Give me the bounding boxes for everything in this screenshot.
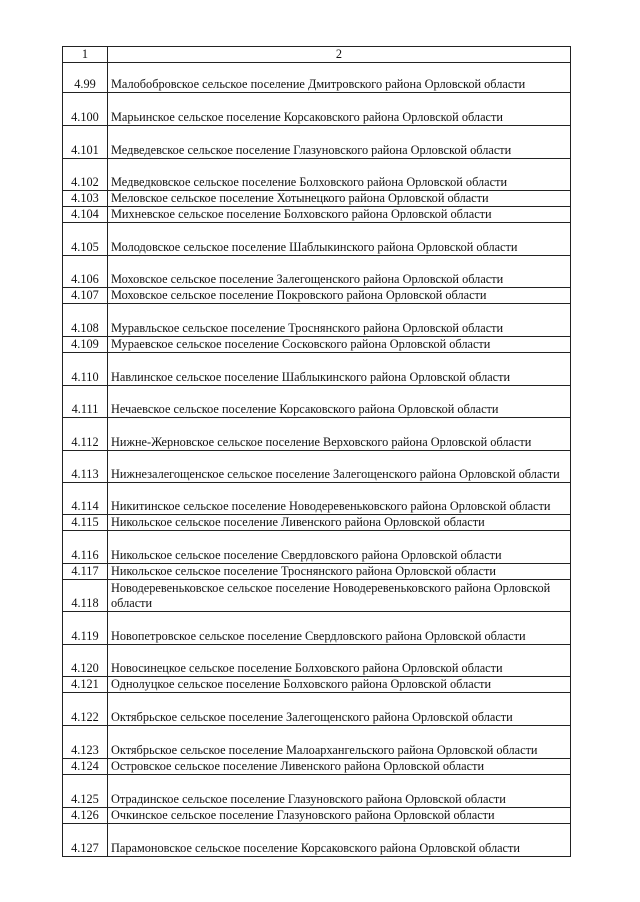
table-header-row — [63, 47, 571, 63]
table-row — [63, 93, 571, 126]
table-row — [63, 337, 571, 353]
header-col-1: 1 — [63, 47, 108, 63]
settlement-name: Никольское сельское поселение Ливенского района Орловской области — [108, 515, 571, 531]
row-number: 4.100 — [63, 93, 108, 126]
settlement-name: Новосинецкое сельское поселение Болховского района Орловской области — [108, 645, 571, 677]
row-number: 4.122 — [63, 693, 108, 726]
settlement-name: Парамоновское сельское поселение Корсаковского района Орловской области — [108, 824, 571, 857]
row-number: 4.105 — [63, 223, 108, 256]
row-number: 4.123 — [63, 726, 108, 759]
row-number: 4.113 — [63, 451, 108, 483]
settlements-table — [62, 46, 571, 857]
settlement-name: Медведковское сельское поселение Болховского района Орловской области — [108, 159, 571, 191]
table-row — [63, 207, 571, 223]
table-row — [63, 515, 571, 531]
table-row — [63, 386, 571, 418]
settlement-name: Отрадинское сельское поселение Глазуновского района Орловской области — [108, 775, 571, 808]
row-number: 4.112 — [63, 418, 108, 451]
settlement-name: Однолуцкое сельское поселение Болховского района Орловской области — [108, 677, 571, 693]
settlement-name: Очкинское сельское поселение Глазуновского района Орловской области — [108, 808, 571, 824]
row-number: 4.121 — [63, 677, 108, 693]
table-row — [63, 304, 571, 337]
settlement-name: Меловское сельское поселение Хотынецкого района Орловской области — [108, 191, 571, 207]
settlement-name: Михневское сельское поселение Болховского района Орловской области — [108, 207, 571, 223]
row-number: 4.116 — [63, 531, 108, 564]
settlement-name: Моховское сельское поселение Залегощенского района Орловской области — [108, 256, 571, 288]
row-number: 4.120 — [63, 645, 108, 677]
table-row — [63, 126, 571, 159]
settlement-name: Навлинское сельское поселение Шаблыкинского района Орловской области — [108, 353, 571, 386]
row-number: 4.106 — [63, 256, 108, 288]
table-row — [63, 824, 571, 857]
settlement-name: Муравльское сельское поселение Троснянского района Орловской области — [108, 304, 571, 337]
table-row — [63, 288, 571, 304]
row-number: 4.126 — [63, 808, 108, 824]
table-row — [63, 223, 571, 256]
settlement-name: Никольское сельское поселение Свердловского района Орловской области — [108, 531, 571, 564]
table-row — [63, 645, 571, 677]
row-number: 4.117 — [63, 564, 108, 580]
settlement-name: Нижнезалегощенское сельское поселение Залегощенского района Орловской области — [108, 451, 571, 483]
settlement-name: Никольское сельское поселение Троснянского района Орловской области — [108, 564, 571, 580]
settlement-name: Октябрьское сельское поселение Залегощенского района Орловской области — [108, 693, 571, 726]
row-number: 4.118 — [63, 580, 108, 612]
table-row — [63, 759, 571, 775]
settlement-name: Малобобровское сельское поселение Дмитровского района Орловской области — [108, 63, 571, 93]
table-row — [63, 63, 571, 93]
row-number: 4.107 — [63, 288, 108, 304]
row-number: 4.114 — [63, 483, 108, 515]
table-row — [63, 451, 571, 483]
row-number: 4.125 — [63, 775, 108, 808]
table-row — [63, 418, 571, 451]
table-row — [63, 775, 571, 808]
table-body — [63, 47, 571, 857]
header-col-2: 2 — [108, 47, 571, 63]
table-row — [63, 191, 571, 207]
settlement-name: Мураевское сельское поселение Сосковского района Орловской области — [108, 337, 571, 353]
row-number: 4.101 — [63, 126, 108, 159]
settlement-name: Островское сельское поселение Ливенского района Орловской области — [108, 759, 571, 775]
row-number: 4.99 — [63, 63, 108, 93]
table-row — [63, 677, 571, 693]
table-row — [63, 353, 571, 386]
table-row — [63, 256, 571, 288]
table-row — [63, 580, 571, 612]
row-number: 4.124 — [63, 759, 108, 775]
row-number: 4.102 — [63, 159, 108, 191]
table-row — [63, 612, 571, 645]
settlement-name: Новодеревеньковское сельское поселение Новодеревеньковского района Орловской области — [108, 580, 571, 612]
table-row — [63, 483, 571, 515]
row-number: 4.109 — [63, 337, 108, 353]
row-number: 4.111 — [63, 386, 108, 418]
table-row — [63, 808, 571, 824]
settlement-name: Медведевское сельское поселение Глазуновского района Орловской области — [108, 126, 571, 159]
settlement-name: Нижне-Жерновское сельское поселение Верховского района Орловской области — [108, 418, 571, 451]
table-row — [63, 159, 571, 191]
row-number: 4.104 — [63, 207, 108, 223]
settlement-name: Новопетровское сельское поселение Свердловского района Орловской области — [108, 612, 571, 645]
row-number: 4.119 — [63, 612, 108, 645]
row-number: 4.103 — [63, 191, 108, 207]
table-row — [63, 564, 571, 580]
settlement-name: Моховское сельское поселение Покровского района Орловской области — [108, 288, 571, 304]
row-number: 4.108 — [63, 304, 108, 337]
table-row — [63, 726, 571, 759]
settlement-name: Никитинское сельское поселение Новодеревеньковского района Орловской области — [108, 483, 571, 515]
settlement-name: Молодовское сельское поселение Шаблыкинского района Орловской области — [108, 223, 571, 256]
row-number: 4.110 — [63, 353, 108, 386]
settlement-name: Нечаевское сельское поселение Корсаковского района Орловской области — [108, 386, 571, 418]
settlement-name: Октябрьское сельское поселение Малоархангельского района Орловской области — [108, 726, 571, 759]
row-number: 4.115 — [63, 515, 108, 531]
table-row — [63, 693, 571, 726]
table-row — [63, 531, 571, 564]
settlement-name: Марьинское сельское поселение Корсаковского района Орловской области — [108, 93, 571, 126]
row-number: 4.127 — [63, 824, 108, 857]
